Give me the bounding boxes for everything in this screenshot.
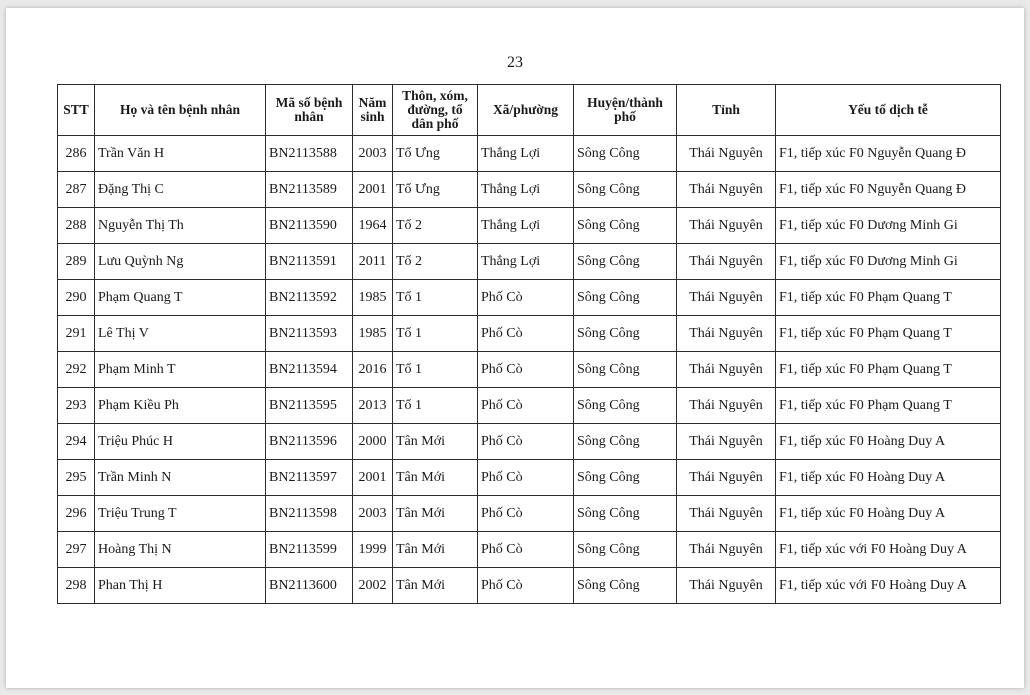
table-row [58,172,1001,208]
cell-province: Thái Nguyên [677,388,776,424]
cell-year: 2016 [353,352,393,388]
cell-code: BN2113592 [266,280,353,316]
cell-factor: F1, tiếp xúc F0 Phạm Quang T [776,316,1001,352]
cell-village: Tổ 1 [393,280,478,316]
cell-village: Tân Mới [393,424,478,460]
cell-year: 1999 [353,532,393,568]
cell-year: 1964 [353,208,393,244]
table-row [58,244,1001,280]
cell-province: Thái Nguyên [677,244,776,280]
cell-village: Tân Mới [393,532,478,568]
cell-ward: Thắng Lợi [478,244,574,280]
cell-district: Sông Công [574,568,677,604]
cell-name: Triệu Trung T [95,496,266,532]
cell-province: Thái Nguyên [677,352,776,388]
cell-code: BN2113596 [266,424,353,460]
table-row [58,316,1001,352]
cell-stt: 297 [58,532,95,568]
header-code: Mã số bệnh nhân [266,85,353,136]
cell-ward: Phố Cò [478,316,574,352]
cell-ward: Phố Cò [478,460,574,496]
header-factor: Yếu tố dịch tễ [776,85,1001,136]
cell-name: Lưu Quỳnh Ng [95,244,266,280]
cell-year: 2002 [353,568,393,604]
cell-village: Tổ 1 [393,316,478,352]
cell-stt: 290 [58,280,95,316]
cell-name: Hoàng Thị N [95,532,266,568]
cell-code: BN2113591 [266,244,353,280]
cell-year: 2003 [353,496,393,532]
cell-year: 2000 [353,424,393,460]
cell-code: BN2113590 [266,208,353,244]
cell-province: Thái Nguyên [677,208,776,244]
cell-name: Phan Thị H [95,568,266,604]
cell-village: Tổ Ưng [393,172,478,208]
document-page [6,8,1024,688]
cell-district: Sông Công [574,460,677,496]
cell-code: BN2113594 [266,352,353,388]
cell-district: Sông Công [574,496,677,532]
cell-year: 1985 [353,316,393,352]
cell-province: Thái Nguyên [677,460,776,496]
cell-province: Thái Nguyên [677,280,776,316]
cell-factor: F1, tiếp xúc F0 Phạm Quang T [776,280,1001,316]
cell-ward: Phố Cò [478,388,574,424]
table-row [58,208,1001,244]
cell-village: Tổ 1 [393,352,478,388]
table-row [58,388,1001,424]
cell-name: Trần Minh N [95,460,266,496]
cell-factor: F1, tiếp xúc F0 Dương Minh Gi [776,208,1001,244]
cell-ward: Phố Cò [478,424,574,460]
cell-ward: Thắng Lợi [478,172,574,208]
cell-district: Sông Công [574,172,677,208]
cell-ward: Phố Cò [478,352,574,388]
cell-province: Thái Nguyên [677,496,776,532]
cell-province: Thái Nguyên [677,568,776,604]
cell-ward: Phố Cò [478,280,574,316]
cell-name: Trần Văn H [95,136,266,172]
cell-factor: F1, tiếp xúc F0 Nguyễn Quang Đ [776,172,1001,208]
cell-factor: F1, tiếp xúc với F0 Hoàng Duy A [776,532,1001,568]
cell-stt: 292 [58,352,95,388]
cell-code: BN2113597 [266,460,353,496]
cell-village: Tân Mới [393,568,478,604]
cell-village: Tổ Ưng [393,136,478,172]
header-name: Họ và tên bệnh nhân [95,85,266,136]
cell-district: Sông Công [574,136,677,172]
cell-name: Phạm Minh T [95,352,266,388]
cell-district: Sông Công [574,424,677,460]
cell-year: 2003 [353,136,393,172]
header-province: Tỉnh [677,85,776,136]
cell-factor: F1, tiếp xúc F0 Nguyễn Quang Đ [776,136,1001,172]
patient-table [57,84,1001,604]
cell-name: Phạm Quang T [95,280,266,316]
cell-ward: Phố Cò [478,568,574,604]
cell-district: Sông Công [574,388,677,424]
cell-stt: 294 [58,424,95,460]
cell-stt: 289 [58,244,95,280]
cell-village: Tổ 2 [393,244,478,280]
cell-province: Thái Nguyên [677,136,776,172]
cell-ward: Phố Cò [478,496,574,532]
table-row [58,352,1001,388]
cell-year: 2013 [353,388,393,424]
cell-stt: 286 [58,136,95,172]
table-row [58,532,1001,568]
cell-factor: F1, tiếp xúc F0 Hoàng Duy A [776,424,1001,460]
page-number: 23 [507,54,523,71]
cell-name: Đặng Thị C [95,172,266,208]
cell-name: Phạm Kiều Ph [95,388,266,424]
header-stt: STT [58,85,95,136]
cell-code: BN2113593 [266,316,353,352]
cell-stt: 287 [58,172,95,208]
table-row [58,424,1001,460]
cell-district: Sông Công [574,244,677,280]
cell-stt: 288 [58,208,95,244]
cell-code: BN2113588 [266,136,353,172]
table-header-row [58,85,1001,136]
header-ward: Xã/phường [478,85,574,136]
cell-village: Tổ 1 [393,388,478,424]
cell-province: Thái Nguyên [677,316,776,352]
table-row [58,280,1001,316]
header-district: Huyện/thành phố [574,85,677,136]
table-row [58,136,1001,172]
cell-province: Thái Nguyên [677,532,776,568]
cell-name: Lê Thị V [95,316,266,352]
cell-year: 2001 [353,460,393,496]
cell-district: Sông Công [574,532,677,568]
cell-stt: 295 [58,460,95,496]
cell-code: BN2113599 [266,532,353,568]
cell-province: Thái Nguyên [677,172,776,208]
cell-year: 2001 [353,172,393,208]
cell-district: Sông Công [574,316,677,352]
cell-factor: F1, tiếp xúc với F0 Hoàng Duy A [776,568,1001,604]
cell-ward: Phố Cò [478,532,574,568]
cell-district: Sông Công [574,280,677,316]
cell-village: Tân Mới [393,460,478,496]
cell-year: 1985 [353,280,393,316]
cell-stt: 291 [58,316,95,352]
cell-code: BN2113600 [266,568,353,604]
cell-factor: F1, tiếp xúc F0 Phạm Quang T [776,352,1001,388]
cell-code: BN2113589 [266,172,353,208]
cell-district: Sông Công [574,208,677,244]
table-row [58,460,1001,496]
cell-stt: 296 [58,496,95,532]
cell-factor: F1, tiếp xúc F0 Phạm Quang T [776,388,1001,424]
cell-stt: 298 [58,568,95,604]
cell-code: BN2113595 [266,388,353,424]
cell-year: 2011 [353,244,393,280]
header-year: Năm sinh [353,85,393,136]
cell-ward: Thắng Lợi [478,208,574,244]
cell-village: Tổ 2 [393,208,478,244]
table-row [58,496,1001,532]
cell-factor: F1, tiếp xúc F0 Hoàng Duy A [776,496,1001,532]
cell-name: Nguyễn Thị Th [95,208,266,244]
cell-ward: Thắng Lợi [478,136,574,172]
table-row [58,568,1001,604]
cell-factor: F1, tiếp xúc F0 Hoàng Duy A [776,460,1001,496]
cell-name: Triệu Phúc H [95,424,266,460]
cell-stt: 293 [58,388,95,424]
header-village: Thôn, xóm, đường, tổ dân phố [393,85,478,136]
cell-code: BN2113598 [266,496,353,532]
cell-district: Sông Công [574,352,677,388]
cell-province: Thái Nguyên [677,424,776,460]
cell-village: Tân Mới [393,496,478,532]
cell-factor: F1, tiếp xúc F0 Dương Minh Gi [776,244,1001,280]
